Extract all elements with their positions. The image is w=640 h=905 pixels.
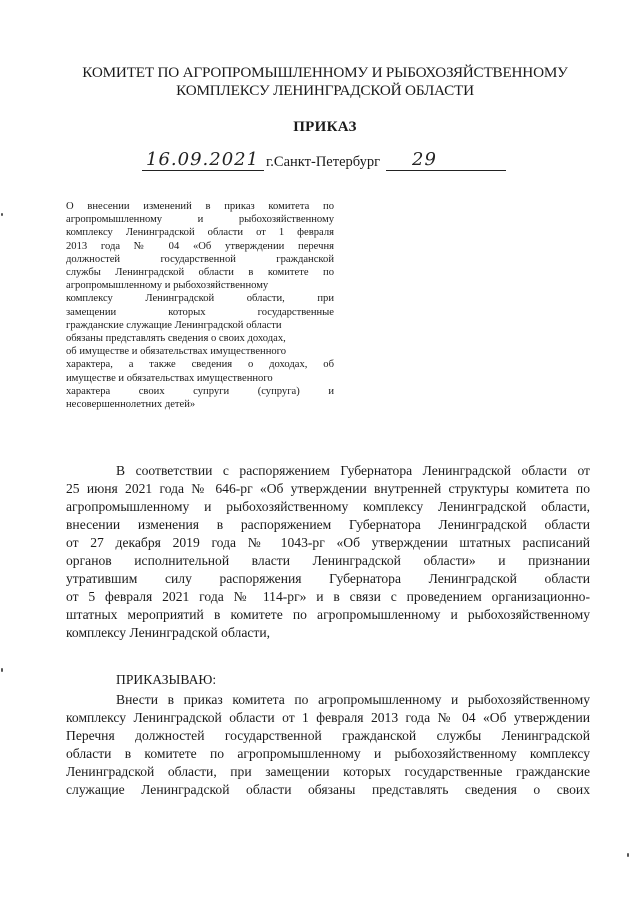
subject-line: об имуществе и обязательствах имущественного <box>66 346 287 358</box>
subject-line: гражданские служащие Ленинградской области <box>66 319 282 331</box>
subject-line: 2013 года № 04 «Об утверждении перечня <box>66 240 334 252</box>
subject-line: замещении которых государственные <box>66 306 334 318</box>
order-body-line: Перечня должностей государственной гражданской службы Ленинградской <box>66 728 590 743</box>
preamble-paragraph <box>66 462 590 642</box>
subject-line: комплексу Ленинградской области от 1 февраля <box>66 227 334 239</box>
order-body-paragraph <box>66 691 590 799</box>
handwritten-number: 29 <box>412 149 437 170</box>
subject-line: должностей государственной гражданской <box>66 253 334 265</box>
order-directive-word: ПРИКАЗЫВАЮ: <box>116 672 217 687</box>
preamble-line: штатных мероприятий в комитете по агропромышленному и рыбохозяйственному <box>66 607 590 622</box>
preamble-line: от 5 февраля 2021 года № 114-рг» и в связи с проведением организационно- <box>66 589 590 604</box>
order-subject <box>66 200 334 411</box>
scan-speck <box>1 213 3 216</box>
subject-line: имуществе и обязательствах имущественного <box>66 372 273 384</box>
subject-line: несовершеннолетних детей» <box>66 399 196 411</box>
preamble-line: органов исполнительной власти Ленинградской области» и признании <box>66 553 590 568</box>
preamble-line: от 27 декабря 2019 года № 1043-рг «Об утверждении штатных расписаний <box>66 535 590 550</box>
subject-line: характера, а также сведения о доходах, об <box>66 359 334 371</box>
subject-line: агропромышленному и рыбохозяйственному <box>66 214 334 226</box>
subject-line: обязаны представлять сведения о своих доходах, <box>66 333 286 345</box>
order-body-line: Ленинградской области, при замещении которых государственные гражданские <box>66 764 590 779</box>
order-body-line: служащие Ленинградской области обязаны представлять сведения о своих <box>66 782 590 797</box>
scan-speck <box>627 853 629 857</box>
organization-header <box>60 64 590 100</box>
subject-line: службы Ленинградской области в комитете по <box>66 267 334 279</box>
city-label: г.Санкт-Петербург <box>266 154 381 170</box>
subject-line: характера своих супруги (супруга) и <box>66 385 334 397</box>
preamble-line: внесении изменения в распоряжением Губернатора Ленинградской области <box>66 517 590 532</box>
subject-line: О внесении изменений в приказ комитета по <box>66 201 334 212</box>
preamble-line: утратившим силу распоряжения Губернатора Ленинградской области <box>66 571 590 586</box>
organization-name-line-2: КОМПЛЕКСУ ЛЕНИНГРАДСКОЙ ОБЛАСТИ <box>176 82 474 99</box>
number-underline <box>386 170 506 171</box>
date-underline <box>142 170 264 171</box>
preamble-line: 25 июня 2021 года № 646-рг «Об утверждении внутренней структуры комитета по <box>66 481 590 496</box>
order-body-line: комплексу Ленинградской области от 1 февраля 2013 года № 04 «Об утверждении <box>66 710 590 725</box>
handwritten-date: 16.09.2021 <box>146 149 260 170</box>
date-number-line <box>0 151 640 177</box>
document-type-title: ПРИКАЗ <box>293 119 357 135</box>
preamble-line: агропромышленному и рыбохозяйственному комплексу Ленинградской области, <box>66 499 590 514</box>
preamble-line: В соответствии с распоряжением Губернатора Ленинградской области от <box>116 463 590 478</box>
subject-line: агропромышленному и рыбохозяйственному <box>66 280 269 292</box>
scan-speck <box>1 668 3 672</box>
order-body-line: области в комитете по агропромышленному и рыбохозяйственному комплексу <box>66 746 590 761</box>
order-body-line: Внести в приказ комитета по агропромышленному и рыбохозяйственному <box>116 692 590 707</box>
subject-line: комплексу Ленинградской области, при <box>66 293 334 305</box>
preamble-line: комплексу Ленинградской области, <box>66 625 271 640</box>
organization-name-line-1: КОМИТЕТ ПО АГРОПРОМЫШЛЕННОМУ И РЫБОХОЗЯЙСТВЕННОМУ <box>82 64 568 81</box>
